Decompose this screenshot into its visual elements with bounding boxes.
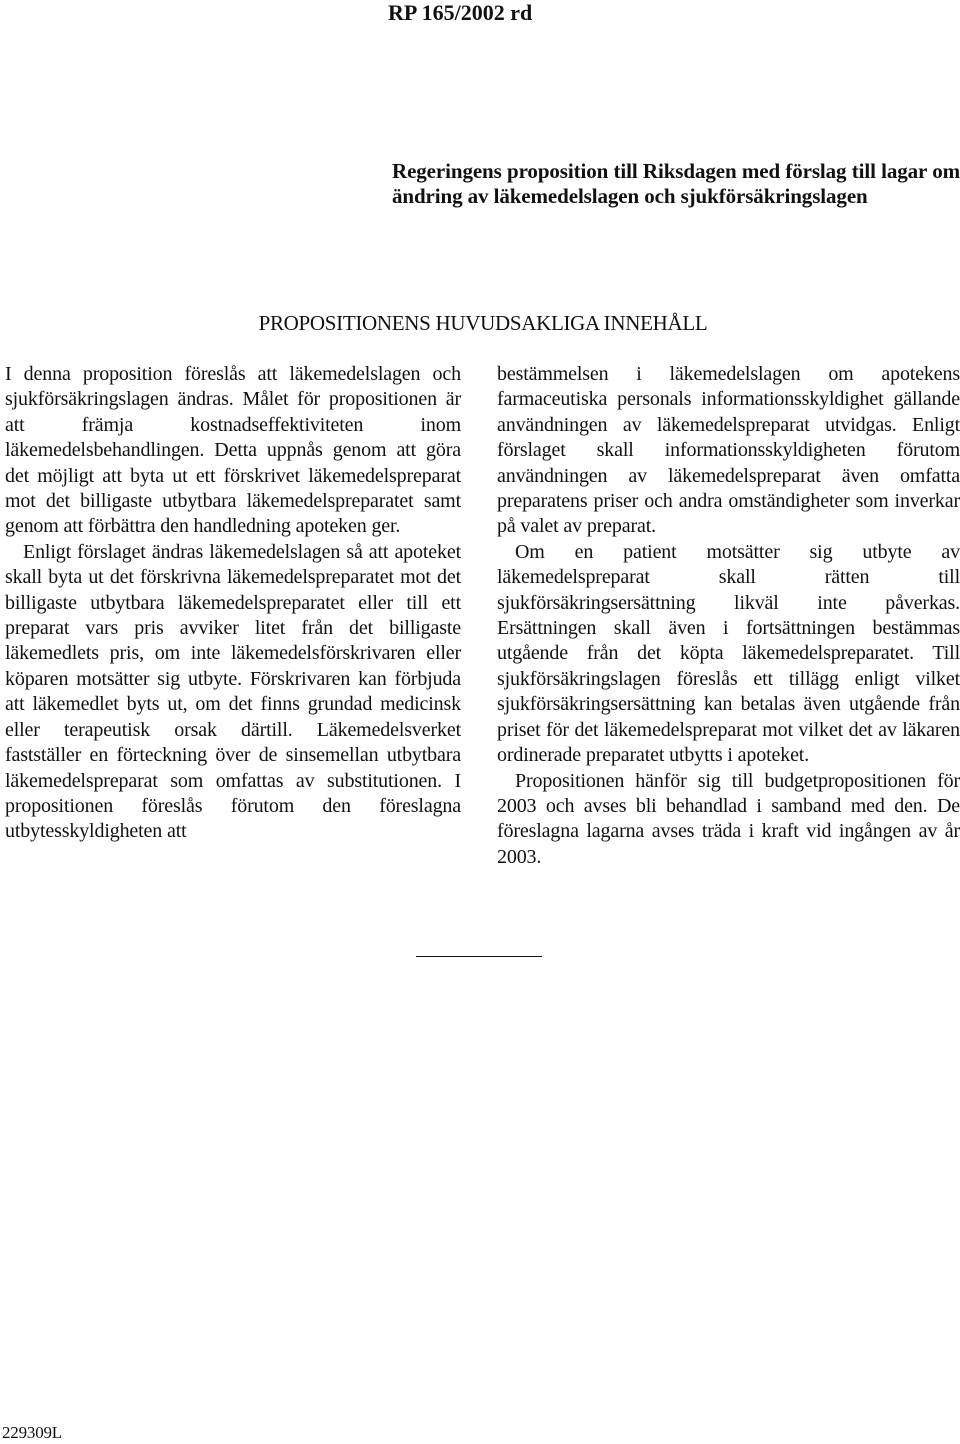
section-heading: PROPOSITIONENS HUVUDSAKLIGA INNEHÅLL — [258, 311, 708, 335]
paragraph: I denna proposition föreslås att läkemedelslagen och sjukförsäkringslagen ändras. Målet för propositionen är att främja kostnadseffektiviteten inom läkemedelsbehandlingen. Detta uppnås genom att göra det möjligt att byta ut ett förskrivet läkemedelspreparat mot det billigaste utbytbara läkemedelspreparatet samt genom att förbättra den handledning apoteken ger. — [5, 363, 461, 538]
separator-line — [416, 956, 542, 957]
paragraph: Enligt förslaget ändras läkemedelslagen så att apoteket skall byta ut det förskrivna läkemedelspreparatet mot det billigaste utbytbara läkemedelspreparatet eller till ett preparat vars pris avviker litet från det billigaste läkemedlets pris, om inte läkemedelsförskrivaren eller köparen motsätter sig utbyte. Förskrivaren kan förbjuda att läkemedlet byts ut, om det finns grundad medicinsk eller terapeutisk orsak därtill. Läkemedelsverket fastställer en förteckning över de sinsemellan utbytbara läkemedelspreparat som omfattas av substitutionen. I propositionen föreslås förutom den föreslagna utbytesskyldigheten att — [5, 540, 461, 843]
left-column — [5, 362, 461, 845]
document-title: Regeringens proposition till Riksdagen med förslag till lagar om ändring av läkemedelslagen och sjukförsäkringslagen — [392, 159, 960, 208]
footer-code: 229309L — [2, 1423, 62, 1442]
paragraph: bestämmelsen i läkemedelslagen om apotekens farmaceutiska personals informationsskyldighet gällande användningen av läkemedelspreparat utvidgas. Enligt förslaget skall informationsskyldigheten förutom användningen av läkemedelspreparat även omfatta preparatens priser och andra omständigheter som inverkar på valet av preparat. — [497, 363, 960, 538]
paragraph: Propositionen hänför sig till budgetpropositionen för 2003 och avses bli behandlad i samband med den. De föreslagna lagarna avses träda i kraft vid ingången av år 2003. — [497, 769, 960, 868]
document-id: RP 165/2002 rd — [388, 0, 533, 25]
paragraph: Om en patient motsätter sig utbyte av läkemedelspreparat skall rätten till sjukförsäkringsersättning likväl inte påverkas. Ersättningen skall även i fortsättningen bestämmas utgående från det köpta läkemedelspreparatet. Till sjukförsäkringslagen föreslås ett tillägg enligt vilket sjukförsäkringsersättning kan betalas även utgående från priset för det läkemedelspreparat mot vilket det av läkaren ordinerade preparatet utbytts i apoteket. — [497, 540, 960, 767]
right-column — [497, 362, 960, 870]
